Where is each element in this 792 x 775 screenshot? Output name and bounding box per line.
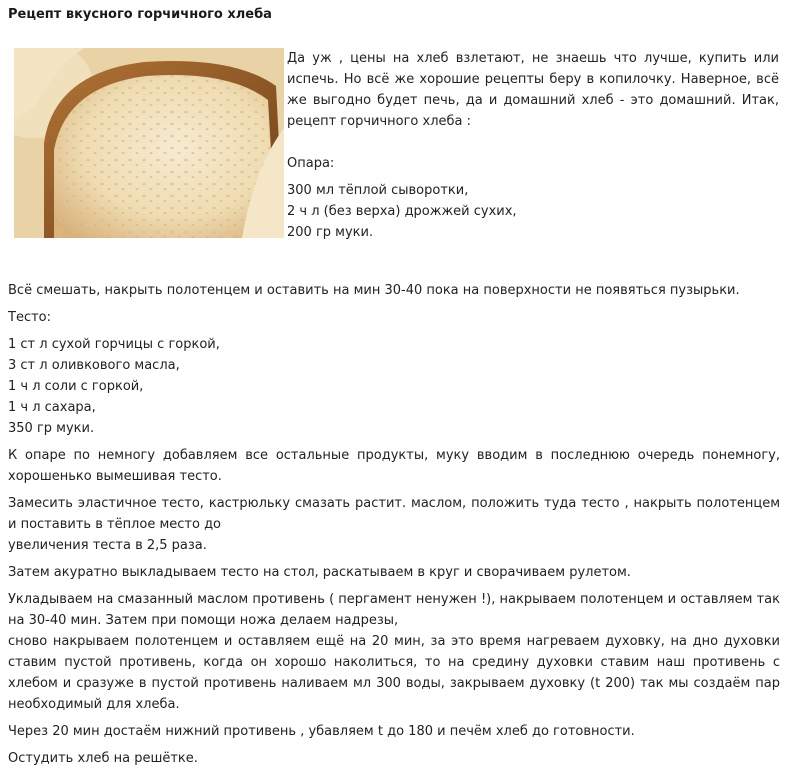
dough-item: 1 ст л сухой горчицы с горкой, [8, 337, 220, 352]
dough-list [8, 334, 780, 439]
step-finish: Через 20 мин достаём нижний противень , убавляем t до 180 и печём хлеб до готовности. [8, 724, 635, 739]
bread-photo [14, 48, 284, 238]
opara-item: 300 мл тёплой сыворотки, [287, 183, 469, 198]
intro-text [287, 48, 779, 243]
step-knead-line: Замесить эластичное тесто, кастрюльку смазать растит. маслом, положить туда тесто , накрыть полотенцем и поставить в тёплое место до [8, 496, 780, 532]
dough-item: 1 ч л соли с горкой, [8, 379, 144, 394]
dough-item: 350 гр муки. [8, 421, 95, 436]
dough-item: 3 ст л оливкового масла, [8, 358, 180, 373]
step-roll: Затем акуратно выкладываем тесто на стол, раскатываем в круг и сворачиваем рулетом. [8, 565, 631, 580]
opara-item: 200 гр муки. [287, 225, 374, 240]
opara-item: 2 ч л (без верха) дрожжей сухих, [287, 204, 517, 219]
recipe-body [8, 280, 780, 769]
page-title: Рецепт вкусного горчичного хлеба [8, 7, 272, 22]
intro-section [8, 48, 780, 280]
step-add: К опаре по немногу добавляем все остальные продукты, муку вводим в последнюю очередь понемногу, хорошенько вымешивая тесто. [8, 448, 780, 484]
step-bake-line: Укладываем на смазанный маслом противень ( пергамент ненужен !), накрываем полотенцем и оставляем так на 30-40 мин. Затем при помощи ножа делаем надрезы, [8, 592, 780, 628]
article [8, 0, 780, 775]
step-knead-line: увеличения теста в 2,5 раза. [8, 538, 207, 553]
step-cool: Остудить хлеб на решётке. [8, 751, 198, 766]
opara-label: Опара: [287, 156, 335, 171]
dough-label: Тесто: [8, 310, 51, 325]
step-bake [8, 589, 780, 715]
step-mix: Всё смешать, накрыть полотенцем и оставить на мин 30-40 пока на поверхности не появяться пузырьки. [8, 283, 740, 298]
intro-paragraph: Да уж , цены на хлеб взлетают, не знаешь что лучше, купить или испечь. Но всё же хорошие рецепты беру в копилочку. Наверное, всё же выгодно будет печь, да и домашний хлеб - это домашний. Итак, рецепт горчичного хлеба : [287, 51, 779, 129]
step-knead [8, 493, 780, 556]
dough-item: 1 ч л сахара, [8, 400, 96, 415]
step-bake-line: сново накрываем полотенцем и оставляем ещё на 20 мин, за это время нагреваем духовку, на дно духовки ставим пустой противень, когда он хорошо наколиться, то на средину духовки ставим наш противень с хлебом и сразуже в пустой противень наливаем мл 300 воды, закрываем духовку (t 200) так мы создаём пар необходимый для хлеба. [8, 634, 780, 712]
